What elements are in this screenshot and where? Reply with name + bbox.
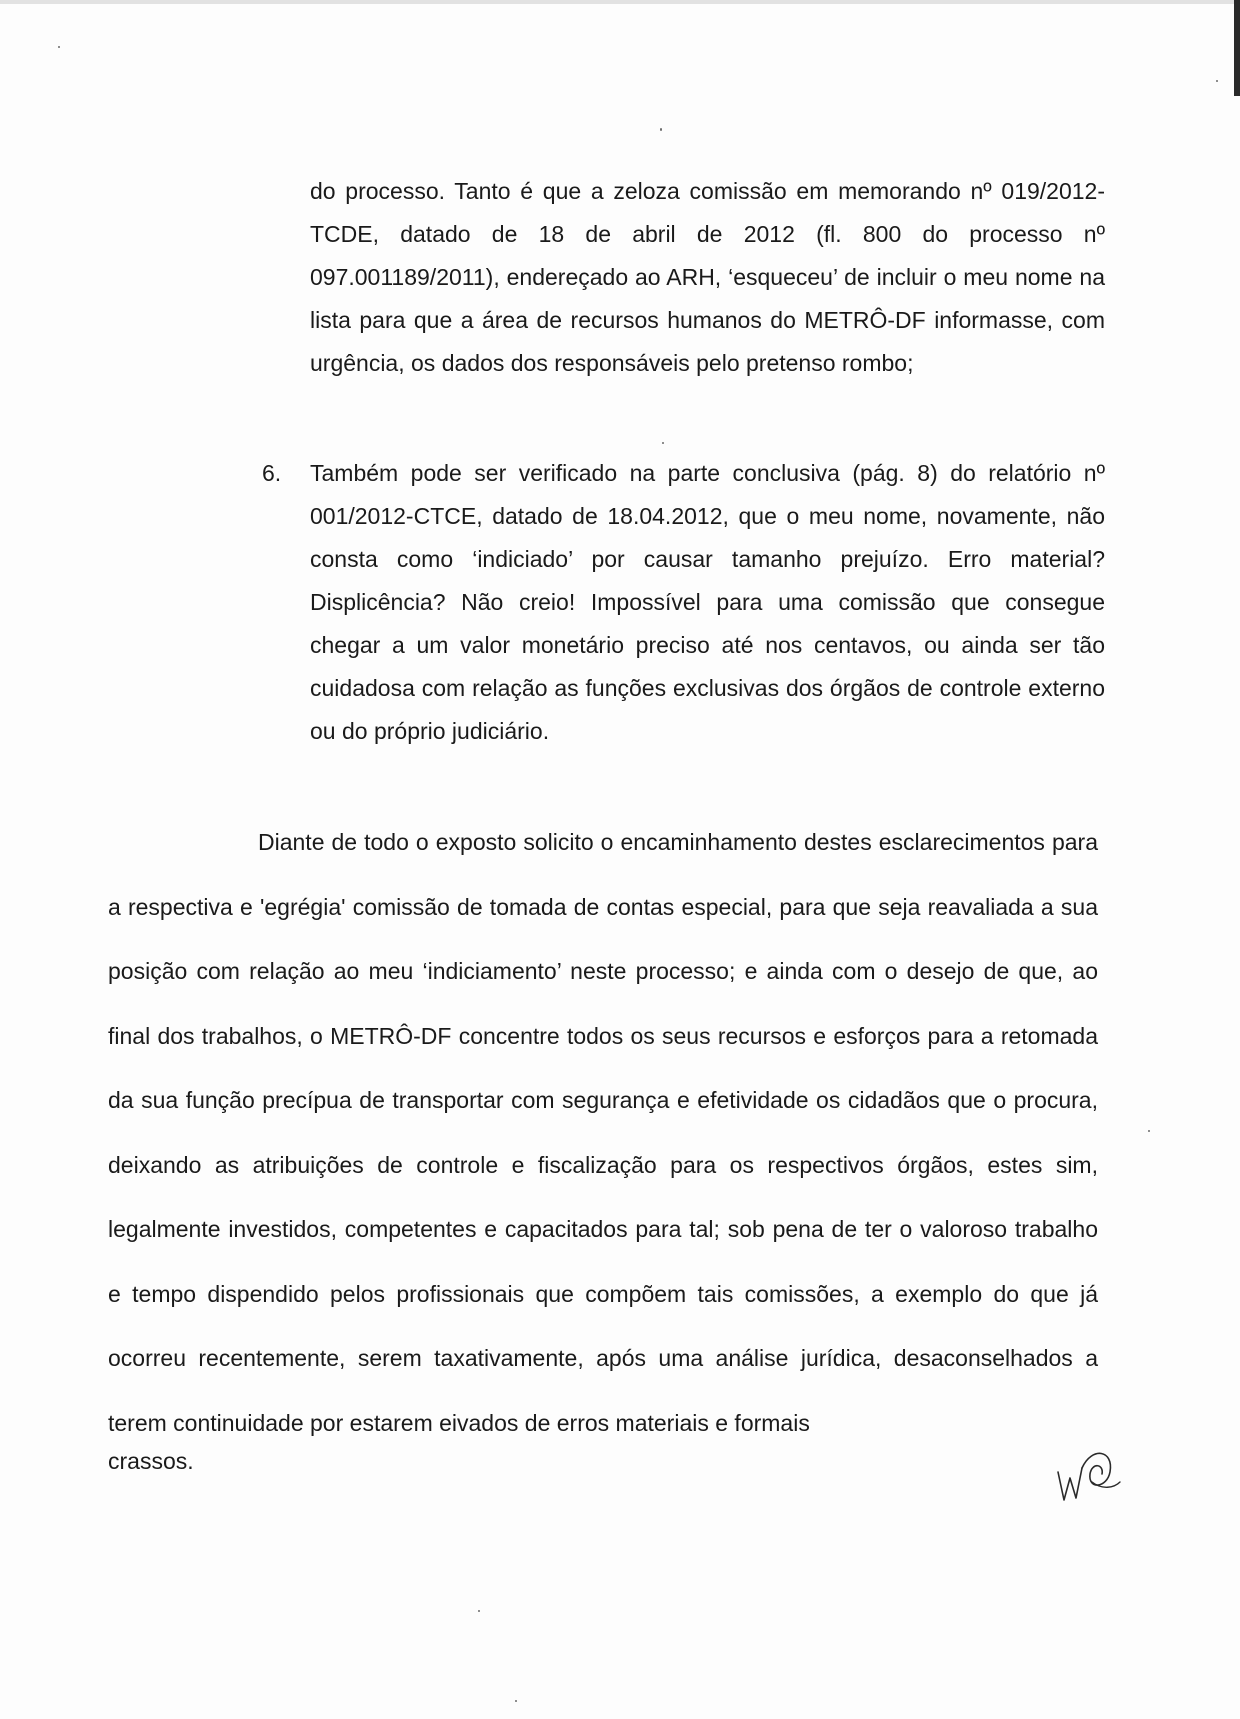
scan-top-edge: [0, 0, 1240, 4]
list-item-6: [262, 452, 1105, 753]
list-item-text: Também pode ser verificado na parte conclusiva (pág. 8) do relatório nº 001/2012-CTCE, datado de 18.04.2012, que o meu nome, novamente, não consta como ‘indiciado’ por causar tamanho prejuízo. Erro material? Displicência? Não creio! Impossível para uma comissão que consegue chegar a um valor monetário preciso até nos centavos, ou ainda ser tão cuidadosa com relação as funções exclusivas dos órgãos de controle externo ou do próprio judiciário.: [310, 460, 1105, 744]
signature-stroke: [1058, 1468, 1082, 1500]
scan-speck: [478, 1610, 480, 1612]
scan-speck: [662, 442, 664, 444]
list-item-number: 6.: [262, 460, 282, 486]
initials-signature: [1052, 1438, 1122, 1508]
scan-speck: [660, 128, 662, 131]
scan-speck: [1148, 1130, 1150, 1132]
closing-last-word: crassos.: [108, 1448, 194, 1474]
closing-paragraph-text: Diante de todo o exposto solicito o encaminhamento destes esclarecimentos para a respectiva e 'egrégia' comissão de tomada de contas especial, para que seja reavaliada a sua posição com relação ao meu ‘indiciamento’ neste processo; e ainda com o desejo de que, ao final dos trabalhos, o METRÔ-DF concentre todos os seus recursos e esforços para a retomada da sua função precípua de transportar com segurança e efetividade os cidadãos que o procura, deixando as atribuições de controle e fiscalização para os respectivos órgãos, estes sim, legalmente investidos, competentes e capacitados para tal; sob pena de ter o valoroso trabalho e tempo dispendido pelos profissionais que compõem tais comissões, a exemplo do que já ocorreu recentemente, serem taxativamente, após uma análise jurídica, desaconselhados a terem continuidade por estarem eivados de erros materiais e formais: [108, 829, 1098, 1436]
scan-edge-mark: [1234, 0, 1240, 96]
scan-speck: [1216, 80, 1218, 82]
closing-paragraph: [108, 810, 1098, 1479]
scan-speck: [58, 46, 60, 48]
scan-speck: [515, 1700, 517, 1702]
signature-tail: [1092, 1482, 1120, 1487]
signature-loop: [1082, 1453, 1110, 1485]
list-item-continuation: do processo. Tanto é que a zeloza comissão em memorando nº 019/2012-TCDE, datado de 18 de abril de 2012 (fl. 800 do processo nº 097.001189/2011), endereçado ao ARH, ‘esqueceu’ de incluir o meu nome na lista para que a área de recursos humanos do METRÔ-DF informasse, com urgência, os dados dos responsáveis pelo pretenso rombo;: [310, 178, 1105, 376]
